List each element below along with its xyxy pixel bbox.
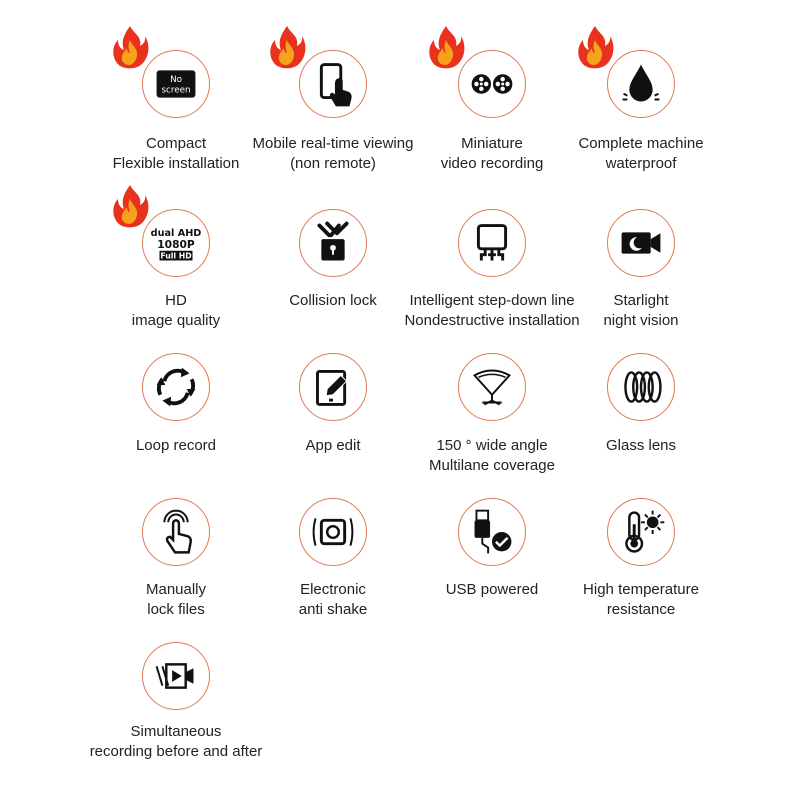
hot-flame-icon [110, 183, 150, 229]
usb-check-badge [458, 498, 526, 566]
feature-label-line: Complete machine [578, 135, 704, 152]
feature-label [541, 580, 741, 620]
no-screen-badge [142, 50, 210, 118]
badge-line-3: Full HD [160, 251, 192, 261]
thermometer-sun-icon [608, 499, 674, 565]
badge-line-1: dual AHD [150, 228, 202, 240]
usb-check-icon [459, 499, 525, 565]
dual-ahd-badge [142, 209, 210, 277]
chain-lock-icon [300, 210, 366, 276]
anti-shake-badge [299, 498, 367, 566]
phone-touch-icon [300, 51, 366, 117]
chain-lock-badge [299, 209, 367, 277]
thermometer-sun-badge [607, 498, 675, 566]
wide-angle-badge [458, 353, 526, 421]
badge-line-2: 1080P [157, 237, 195, 251]
feature-label-line: recording before and after [89, 743, 263, 760]
record-before-after-badge [142, 642, 210, 710]
night-camera-badge [607, 209, 675, 277]
film-reels-badge [458, 50, 526, 118]
feature-label-line: Compact [145, 135, 207, 152]
feature-label-line: (non remote) [290, 155, 376, 172]
feature-label-line: lock files [147, 601, 205, 618]
hot-flame-icon [426, 24, 466, 70]
feature-label-line: night vision [603, 312, 679, 329]
water-drop-icon [608, 51, 674, 117]
feature-label-line: video recording [440, 155, 544, 172]
badge-line-2: screen [161, 85, 191, 96]
feature-label-line: Multilane coverage [429, 457, 555, 474]
feature-label-line: anti shake [298, 601, 368, 618]
feature-label-line: HD [165, 292, 187, 309]
feature-label-line: Electronic [300, 581, 366, 598]
hot-flame-icon [575, 24, 615, 70]
feature-label-line: Miniature [461, 135, 523, 152]
feature-label-line: 150 ° wide angle [436, 437, 548, 454]
hot-flame-icon [110, 24, 150, 70]
feature-label-line: Starlight [613, 292, 669, 309]
hot-flame-icon [267, 24, 307, 70]
feature-label-line: Simultaneous [130, 723, 222, 740]
step-down-line-badge [458, 209, 526, 277]
feature-label-line: High temperature [583, 581, 699, 598]
anti-shake-icon [300, 499, 366, 565]
feature-label-line: resistance [606, 601, 676, 618]
feature-label-line: USB powered [445, 581, 539, 598]
feature-label-line: Mobile real-time viewing [252, 135, 414, 152]
finger-press-badge [142, 498, 210, 566]
feature-label-line: Manually [145, 581, 207, 598]
feature-label [541, 436, 741, 456]
glass-lens-badge [607, 353, 675, 421]
feature-label [541, 291, 741, 331]
tablet-edit-icon [300, 354, 366, 420]
feature-label [541, 134, 741, 174]
phone-touch-badge [299, 50, 367, 118]
feature-label-line: Glass lens [605, 437, 677, 454]
no-screen-icon [143, 51, 209, 117]
night-camera-icon [608, 210, 674, 276]
step-down-line-icon [459, 210, 525, 276]
loop-arrows-icon [143, 354, 209, 420]
feature-label-line: image quality [131, 312, 221, 329]
loop-arrows-badge [142, 353, 210, 421]
feature-label-line: Collision lock [289, 292, 377, 309]
water-drop-badge [607, 50, 675, 118]
film-reels-icon [459, 51, 525, 117]
feature-label [76, 722, 276, 762]
feature-label-line: waterproof [605, 155, 677, 172]
feature-label-line: Loop record [135, 437, 217, 454]
glass-lens-icon [608, 354, 674, 420]
tablet-edit-badge [299, 353, 367, 421]
finger-press-icon [143, 499, 209, 565]
feature-label-line: Nondestructive installation [404, 312, 580, 329]
feature-label-line: Intelligent step-down line [409, 292, 575, 309]
wide-angle-icon [459, 354, 525, 420]
feature-label-line: Flexible installation [112, 155, 240, 172]
record-before-after-icon [143, 643, 209, 709]
dual-ahd-icon [143, 210, 209, 276]
badge-line-1: No [170, 75, 182, 86]
feature-label-line: App edit [305, 437, 361, 454]
